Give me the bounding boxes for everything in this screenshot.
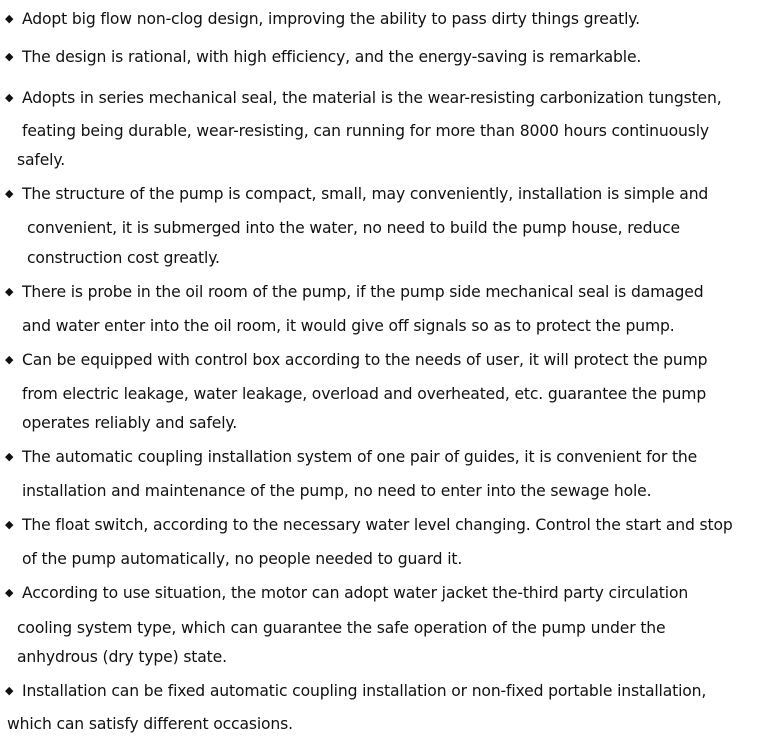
- feature-item-7-line-1: ◆ The automatic coupling installation system of one pair of guides, it is convenient for the: [5, 448, 698, 466]
- feature-item-3-line-3: safely.: [17, 151, 66, 169]
- feature-item-1-line-1: ◆ Adopt big flow non-clog design, improving the ability to pass dirty things greatly.: [5, 10, 640, 28]
- diamond-bullet-icon: ◆: [5, 50, 14, 63]
- feature-item-5-line-1: ◆ There is probe in the oil room of the pump, if the pump side mechanical seal is damaged: [5, 283, 704, 301]
- feature-item-9-line-1: ◆ According to use situation, the motor can adopt water jacket the-third party circulation: [5, 584, 689, 602]
- diamond-bullet-icon: ◆: [5, 91, 14, 104]
- diamond-bullet-icon: ◆: [5, 684, 14, 697]
- feature-item-6-line-1: ◆ Can be equipped with control box according to the needs of user, it will protect the pump: [5, 351, 708, 369]
- feature-item-9-line-2: cooling system type, which can guarantee the safe operation of the pump under the: [17, 619, 666, 637]
- feature-item-3-line-2: feating being durable, wear-resisting, can running for more than 8000 hours continuously: [22, 122, 710, 140]
- diamond-bullet-icon: ◆: [5, 12, 14, 25]
- diamond-bullet-icon: ◆: [5, 187, 14, 200]
- diamond-bullet-icon: ◆: [5, 353, 14, 366]
- feature-item-7-line-2: installation and maintenance of the pump, no need to enter into the sewage hole.: [22, 482, 652, 500]
- feature-item-4-line-3: construction cost greatly.: [27, 249, 220, 267]
- feature-item-8-line-2: of the pump automatically, no people needed to guard it.: [22, 550, 463, 568]
- feature-item-2-line-1: ◆ The design is rational, with high efficiency, and the energy-saving is remarkable.: [5, 48, 642, 66]
- feature-item-4-line-2: convenient, it is submerged into the water, no need to build the pump house, reduce: [27, 219, 680, 237]
- diamond-bullet-icon: ◆: [5, 450, 14, 463]
- feature-item-9-line-3: anhydrous (dry type) state.: [17, 648, 227, 666]
- feature-item-4-line-1: ◆ The structure of the pump is compact, small, may conveniently, installation is simple and: [5, 185, 709, 203]
- diamond-bullet-icon: ◆: [5, 285, 14, 298]
- feature-item-10-line-1: ◆ Installation can be fixed automatic coupling installation or non-fixed portable installation,: [5, 682, 707, 700]
- feature-item-3-line-1: ◆ Adopts in series mechanical seal, the material is the wear-resisting carbonization tungsten,: [5, 89, 722, 107]
- feature-item-6-line-3: operates reliably and safely.: [22, 414, 238, 432]
- diamond-bullet-icon: ◆: [5, 518, 14, 531]
- feature-item-8-line-1: ◆ The float switch, according to the necessary water level changing. Control the start and stop: [5, 516, 733, 534]
- feature-item-10-line-2: which can satisfy different occasions.: [7, 715, 293, 733]
- feature-item-5-line-2: and water enter into the oil room, it would give off signals so as to protect the pump.: [22, 317, 675, 335]
- feature-item-6-line-2: from electric leakage, water leakage, overload and overheated, etc. guarantee the pump: [22, 385, 707, 403]
- diamond-bullet-icon: ◆: [5, 586, 14, 599]
